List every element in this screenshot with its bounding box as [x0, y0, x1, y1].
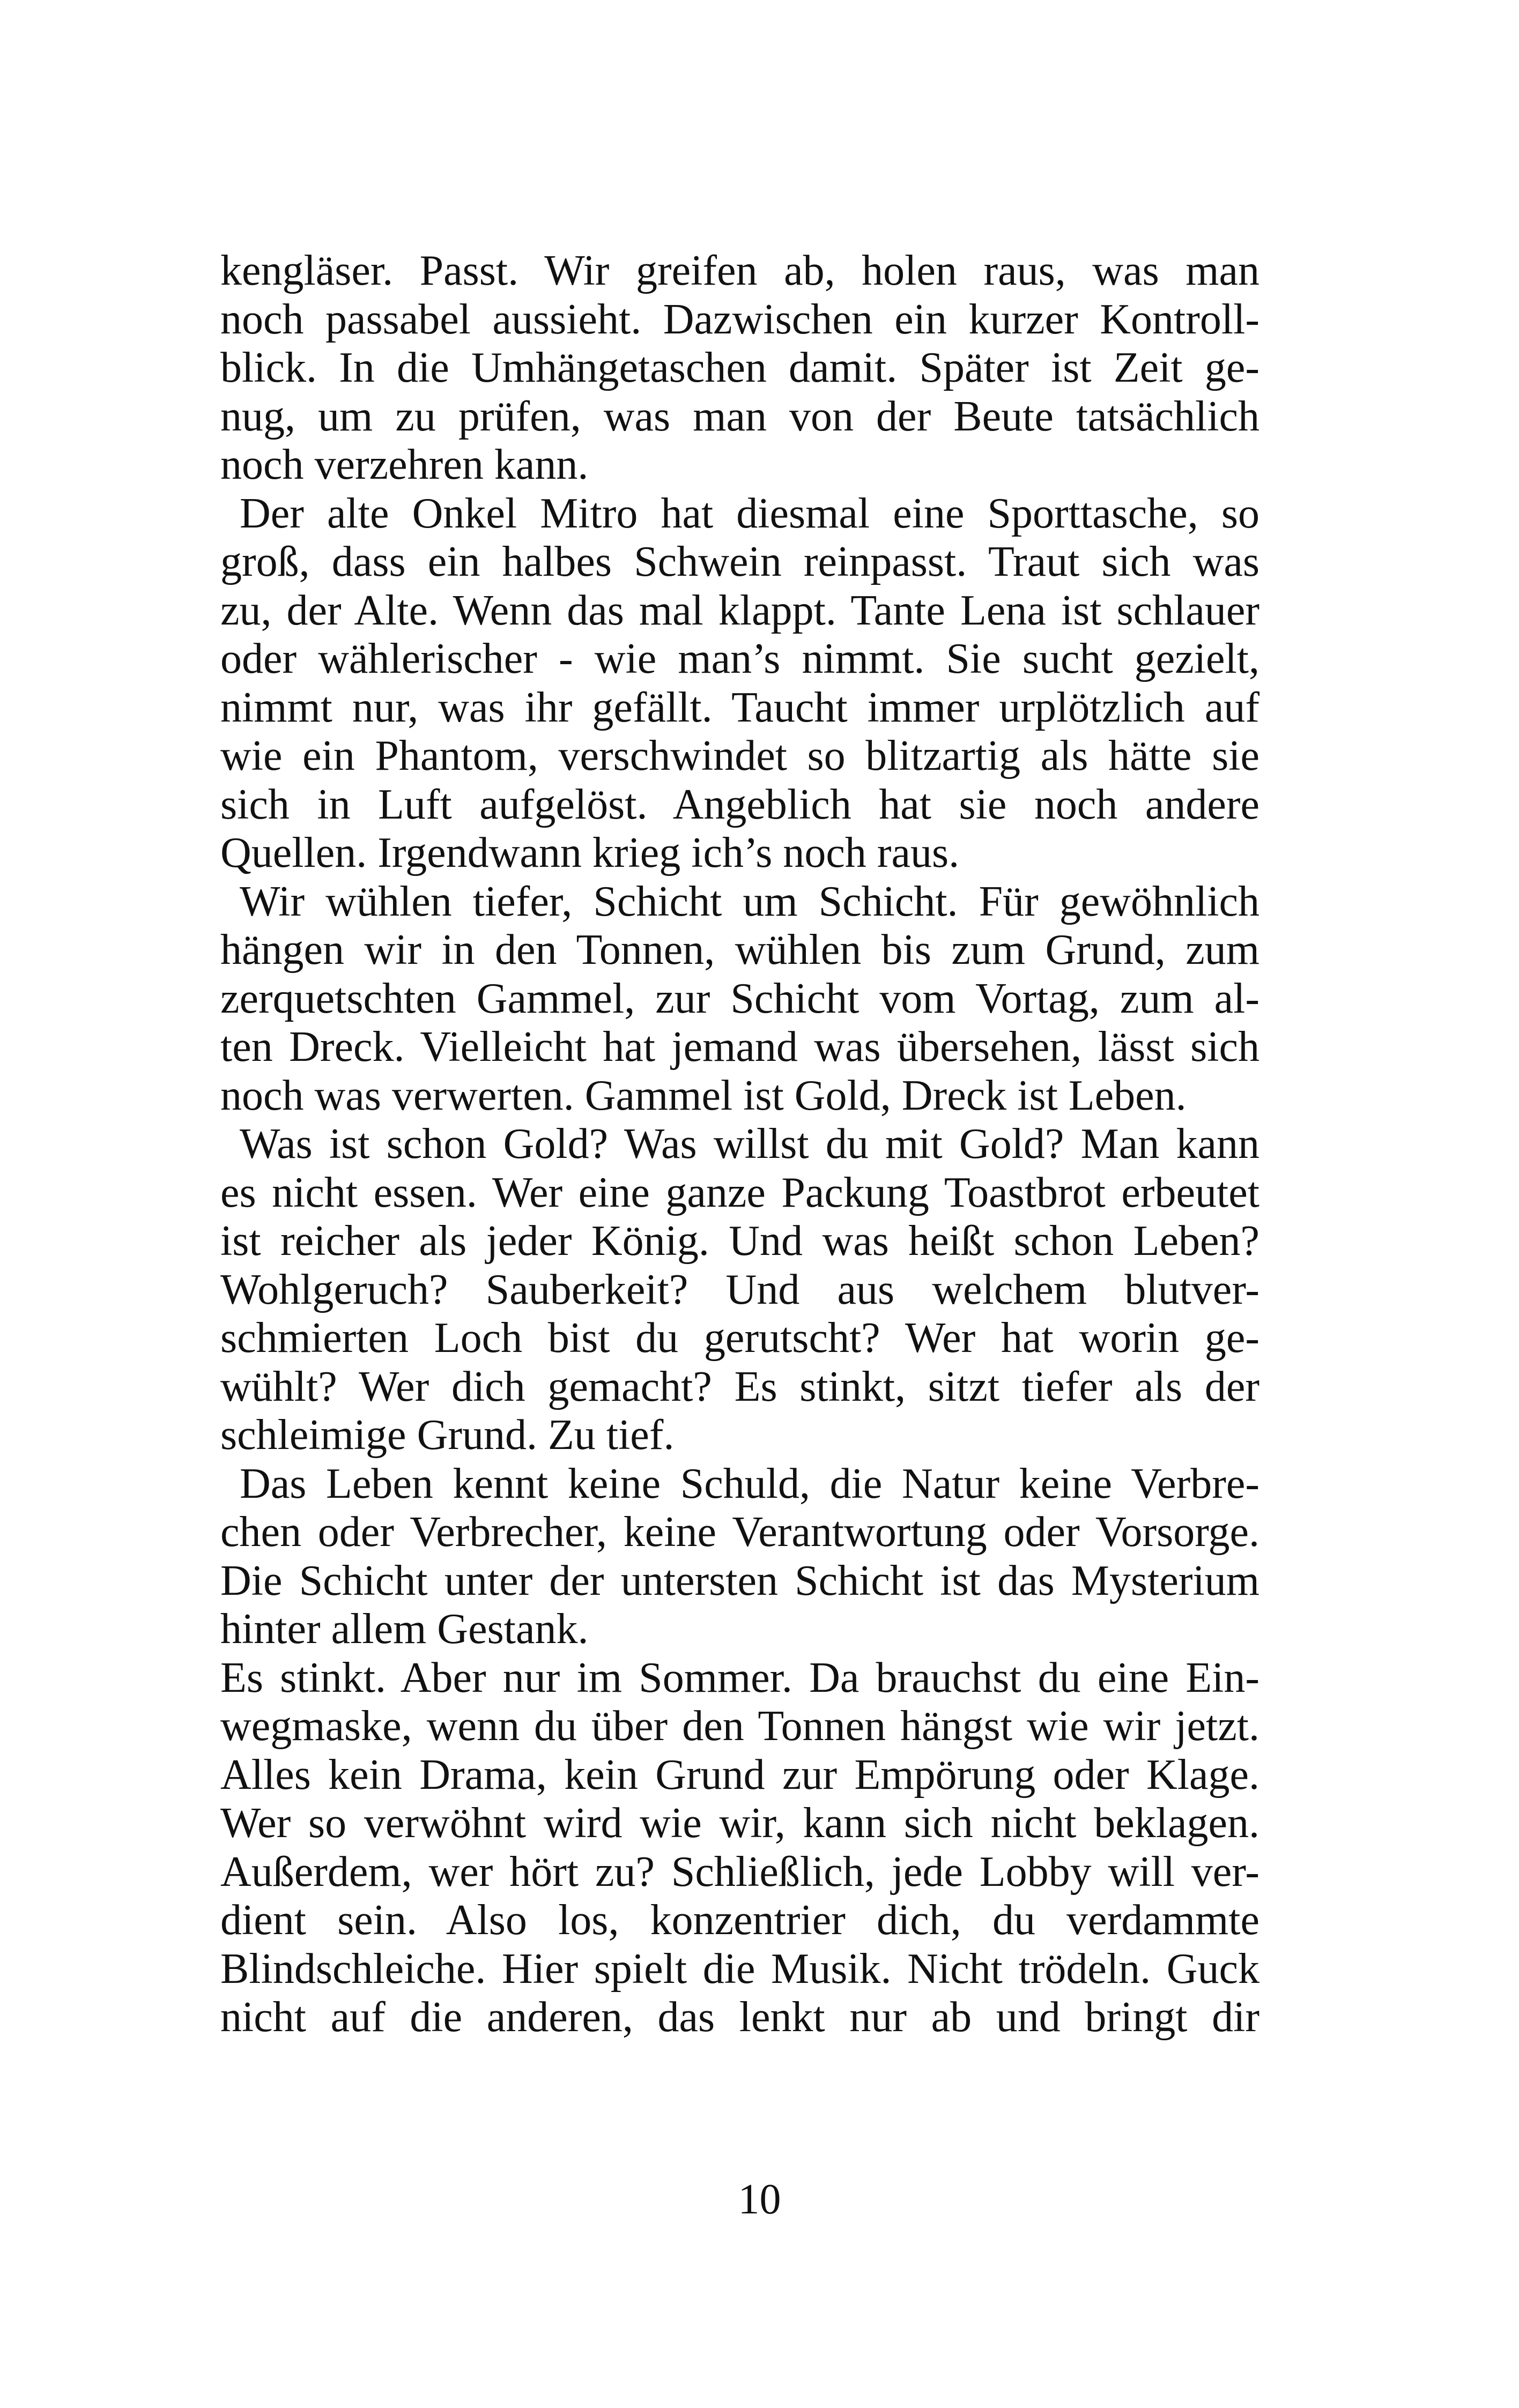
- paragraph: [220, 1654, 1259, 2042]
- text-line: dient sein. Also los, konzentrier dich, du verdammte: [220, 1897, 1259, 1944]
- text-line: nug, um zu prüfen, was man von der Beute tatsächlich: [220, 392, 1259, 440]
- paragraph: [220, 1120, 1259, 1460]
- paragraph: [220, 878, 1259, 1120]
- text-line: Blindschleiche. Hier spielt die Musik. Nicht trödeln. Guck: [220, 1945, 1259, 1993]
- text-line: noch was verwerten. Gammel ist Gold, Dreck ist Leben.: [220, 1072, 1187, 1119]
- text-line: schmierten Loch bist du gerutscht? Wer hat worin ge-: [220, 1314, 1259, 1362]
- text-line: kengläser. Passt. Wir greifen ab, holen raus, was man: [220, 247, 1259, 294]
- text-line: Das Leben kennt keine Schuld, die Natur keine Verbre-: [240, 1460, 1259, 1507]
- text-line: Wir wühlen tiefer, Schicht um Schicht. Für gewöhnlich: [240, 878, 1259, 925]
- text-line: wegmaske, wenn du über den Tonnen hängst wie wir jetzt.: [220, 1703, 1259, 1750]
- text-line: nimmt nur, was ihr gefällt. Taucht immer urplötzlich auf: [220, 683, 1259, 731]
- body-text: [220, 247, 1259, 2042]
- paragraph: [220, 1460, 1259, 1654]
- text-line: oder wählerischer - wie man’s nimmt. Sie sucht gezielt,: [220, 635, 1259, 682]
- text-line: hängen wir in den Tonnen, wühlen bis zum Grund, zum: [220, 926, 1259, 973]
- text-line: nicht auf die anderen, das lenkt nur ab und bringt dir: [220, 1994, 1259, 2041]
- text-line: hinter allem Gestank.: [220, 1606, 589, 1653]
- text-line: chen oder Verbrecher, keine Verantwortung oder Vorsorge.: [220, 1508, 1259, 1556]
- text-line: Quellen. Irgendwann krieg ich’s noch raus.: [220, 829, 960, 876]
- page-number: 10: [738, 2176, 781, 2223]
- text-line: Wer so verwöhnt wird wie wir, kann sich nicht beklagen.: [220, 1800, 1259, 1847]
- text-line: zu, der Alte. Wenn das mal klappt. Tante Lena ist schlauer: [220, 586, 1259, 634]
- text-line: Außerdem, wer hört zu? Schließlich, jede Lobby will ver-: [220, 1848, 1259, 1896]
- text-line: es nicht essen. Wer eine ganze Packung Toastbrot erbeutet: [220, 1169, 1259, 1216]
- text-line: Alles kein Drama, kein Grund zur Empörung oder Klage.: [220, 1751, 1259, 1798]
- text-line: wühlt? Wer dich gemacht? Es stinkt, sitzt tiefer als der: [220, 1363, 1259, 1410]
- text-line: wie ein Phantom, verschwindet so blitzartig als hätte sie: [220, 732, 1259, 779]
- text-line: groß, dass ein halbes Schwein reinpasst. Traut sich was: [220, 538, 1259, 585]
- text-line: Der alte Onkel Mitro hat diesmal eine Sporttasche, so: [240, 489, 1259, 537]
- text-line: Was ist schon Gold? Was willst du mit Gold? Man kann: [240, 1120, 1259, 1168]
- text-line: zerquetschten Gammel, zur Schicht vom Vortag, zum al-: [220, 975, 1259, 1022]
- text-line: Es stinkt. Aber nur im Sommer. Da brauchst du eine Ein-: [220, 1654, 1259, 1701]
- text-line: noch passabel aussieht. Dazwischen ein kurzer Kontroll-: [220, 295, 1259, 343]
- text-line: Die Schicht unter der untersten Schicht ist das Mysterium: [220, 1557, 1259, 1604]
- text-line: ten Dreck. Vielleicht hat jemand was übersehen, lässt sich: [220, 1023, 1259, 1071]
- text-line: blick. In die Umhängetaschen damit. Später ist Zeit ge-: [220, 344, 1259, 391]
- text-line: noch verzehren kann.: [220, 441, 589, 488]
- paragraph: [220, 489, 1259, 878]
- paragraph: [220, 247, 1259, 489]
- text-line: sich in Luft aufgelöst. Angeblich hat sie noch andere: [220, 781, 1259, 828]
- text-line: schleimige Grund. Zu tief.: [220, 1411, 675, 1459]
- text-line: ist reicher als jeder König. Und was heißt schon Leben?: [220, 1217, 1259, 1265]
- text-line: Wohlgeruch? Sauberkeit? Und aus welchem blutver-: [220, 1266, 1259, 1313]
